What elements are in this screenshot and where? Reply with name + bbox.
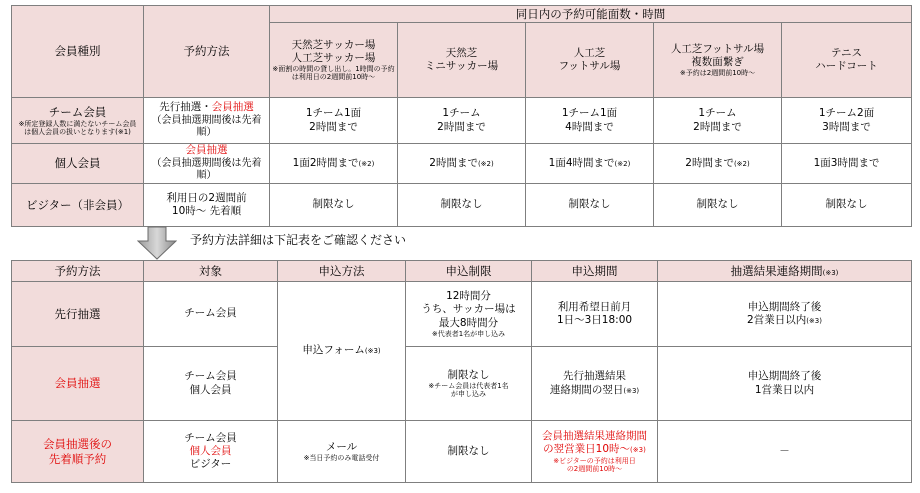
cell-individual-futsal: [526, 144, 654, 184]
cell-team-futsal-multi: [654, 98, 782, 144]
method-individual: [144, 144, 270, 184]
period-first-come: [532, 421, 658, 483]
facility-name: フットサル場: [558, 60, 621, 72]
facility-name: ミニサッカー場: [424, 60, 499, 72]
target-line: チーム会員: [184, 431, 237, 444]
cell-line: 1チーム: [698, 107, 737, 120]
apply-email-cell: [278, 421, 406, 483]
cell-text: 1面3時間まで: [813, 156, 880, 169]
period-line: 先行抽選結果: [563, 370, 626, 383]
apply-note: ※当日予約のみ電話受付: [303, 454, 380, 463]
result-line: 申込期間終了後: [747, 300, 822, 313]
result-first-come: －: [658, 421, 912, 483]
result-member-lottery: [658, 347, 912, 421]
target-line: チーム会員: [184, 370, 237, 383]
cell-individual-mini-soccer: [398, 144, 526, 184]
cell-line: 2時間まで: [693, 120, 742, 133]
cell-text: 1面2時間まで: [292, 156, 359, 169]
header-facility-soccer: [270, 23, 398, 98]
limit-note: ※代表者1名が申し込み: [431, 329, 506, 338]
limit-note: ※チーム会員は代表者1名: [428, 382, 509, 391]
member-type-note: ※所定登録人数に満たないチーム会員: [18, 119, 137, 128]
facility-name: テニス: [830, 46, 863, 59]
cell-line: 2時間まで: [437, 120, 486, 133]
target-line-red: 個人会員: [189, 444, 232, 457]
method-sub: （会員抽選期間後は先着順）: [151, 157, 262, 182]
cell-visitor-mini-soccer: 制限なし: [398, 184, 526, 227]
cell-line: 2時間まで: [309, 120, 358, 133]
cell-line: 3時間まで: [822, 120, 871, 133]
result-line: 申込期間終了後: [747, 370, 822, 383]
period-note: ※ビジターの予約は利用日: [553, 456, 636, 465]
apply-form-label: 申込フォーム: [302, 344, 365, 357]
member-type-note: は個人会員の扱いとなります(※1): [24, 127, 131, 136]
header-facility-futsal: [526, 23, 654, 98]
facility-name: 天然芝: [445, 46, 478, 59]
header-facility-mini-soccer: [398, 23, 526, 98]
facility-note: ※予約は2週間前10時～: [679, 69, 756, 78]
method-label-red: 会員抽選: [185, 144, 228, 157]
header-apply-method: 申込方法: [278, 261, 406, 282]
method-team: [144, 98, 270, 144]
method-label: 先行抽選・: [159, 101, 212, 114]
header-facility-futsal-multi: [654, 23, 782, 98]
availability-table: [11, 5, 912, 227]
cell-individual-futsal-multi: [654, 144, 782, 184]
header-availability-group: 同日内の予約可能面数・時間: [270, 6, 912, 23]
header-result-label: 抽選結果連絡期間: [730, 263, 823, 278]
member-type-individual: 個人会員: [12, 144, 144, 184]
limit-note: が申し込み: [451, 390, 486, 399]
target-member-lottery: [144, 347, 278, 421]
period-member-lottery: [532, 347, 658, 421]
cell-team-mini-soccer: [398, 98, 526, 144]
facility-name: 天然芝サッカー場: [291, 38, 376, 51]
header-reservation-method: 予約方法: [144, 6, 270, 98]
method-details-table: [11, 260, 912, 483]
facility-name: 人工芝フットサル場: [670, 42, 765, 55]
header-result-footnote: (※3): [822, 268, 839, 277]
member-type-team: [12, 98, 144, 144]
method-advance-lottery: 先行抽選: [12, 282, 144, 347]
cell-visitor-futsal-multi: 制限なし: [654, 184, 782, 227]
method-sub: （会員抽選期間後は先着順）: [151, 114, 262, 139]
facility-name: ハードコート: [815, 60, 878, 72]
limit-member-lottery: [406, 347, 532, 421]
target-line: 個人会員: [189, 383, 232, 396]
cell-visitor-futsal: 制限なし: [526, 184, 654, 227]
header-apply-limit: 申込制限: [406, 261, 532, 282]
period-footnote: (※3): [630, 446, 646, 455]
limit-advance-lottery: [406, 282, 532, 347]
limit-line: うち、サッカー場は: [421, 303, 516, 316]
cell-line: 1チーム1面: [305, 107, 362, 120]
method-line: 利用日の2週間前: [166, 191, 247, 204]
result-advance-lottery: [658, 282, 912, 347]
facility-name: 人工芝サッカー場: [291, 51, 376, 64]
result-footnote: (※3): [806, 317, 822, 325]
cell-footnote: (※2): [614, 159, 631, 168]
facility-name: 人工芝: [573, 46, 606, 59]
apply-label: メール: [325, 440, 358, 453]
cell-footnote: (※2): [358, 159, 375, 168]
period-footnote: (※3): [623, 386, 640, 395]
apply-form-cell: [278, 282, 406, 421]
cell-footnote: (※2): [477, 159, 494, 168]
result-line: 2営業日以内: [747, 314, 807, 326]
period-line: 利用希望日前月: [557, 300, 632, 313]
header-target: 対象: [144, 261, 278, 282]
period-line: 1日～3日18:00: [556, 314, 633, 326]
cell-individual-tennis: [782, 144, 912, 184]
period-advance-lottery: [532, 282, 658, 347]
cell-visitor-soccer: 制限なし: [270, 184, 398, 227]
member-type-label: チーム会員: [48, 105, 107, 120]
method-label-red: 会員抽選: [211, 101, 254, 114]
header-method: 予約方法: [12, 261, 144, 282]
cell-team-soccer: [270, 98, 398, 144]
facility-note: は利用日の2週間前10時～: [291, 73, 376, 82]
method-first-come: [12, 421, 144, 483]
cell-text: 1面4時間まで: [548, 156, 615, 169]
cell-visitor-tennis: 制限なし: [782, 184, 912, 227]
cell-text: 2時間まで: [685, 156, 734, 169]
cell-line: 4時間まで: [565, 120, 614, 133]
cell-line: 1チーム2面: [818, 107, 875, 120]
period-line: 会員抽選結果連絡期間: [542, 430, 647, 443]
method-line: 会員抽選後の: [43, 437, 112, 452]
limit-first-come: 制限なし: [406, 421, 532, 483]
period-line: の翌営業日10時～: [543, 443, 631, 456]
cell-footnote: (※2): [733, 159, 750, 168]
limit-line: 最大8時間分: [438, 316, 499, 329]
details-note: 予約方法詳細は下記表をご確認ください: [190, 233, 407, 247]
period-note: の2週間前10時～: [566, 464, 623, 473]
cell-text: 2時間まで: [429, 156, 478, 169]
cell-line: 1チーム: [442, 107, 481, 120]
cell-team-futsal: [526, 98, 654, 144]
header-facility-tennis: [782, 23, 912, 98]
apply-form-footnote: (※3): [364, 347, 381, 356]
header-member-type: 会員種別: [12, 6, 144, 98]
period-line: 連絡期間の翌日: [549, 383, 624, 396]
limit-line: 制限なし: [447, 368, 490, 381]
method-line: 10時～ 先着順: [171, 205, 242, 217]
down-arrow-icon: [137, 226, 177, 260]
member-type-visitor: ビジター（非会員）: [12, 184, 144, 227]
limit-line: 12時間分: [446, 290, 491, 303]
cell-individual-soccer: [270, 144, 398, 184]
header-apply-period: 申込期間: [532, 261, 658, 282]
facility-note: ※面割の時間の貸し出し。1時間の予約: [272, 65, 395, 74]
target-first-come: [144, 421, 278, 483]
method-line: 先着順予約: [48, 451, 107, 466]
method-member-lottery: 会員抽選: [12, 347, 144, 421]
facility-name: 複数面繋ぎ: [691, 55, 744, 68]
method-visitor: [144, 184, 270, 227]
result-line: 1営業日以内: [754, 383, 815, 396]
cell-team-tennis: [782, 98, 912, 144]
target-line: ビジター: [189, 458, 232, 471]
target-advance-lottery: チーム会員: [144, 282, 278, 347]
cell-line: 1チーム1面: [561, 107, 618, 120]
header-result-period: [658, 261, 912, 282]
